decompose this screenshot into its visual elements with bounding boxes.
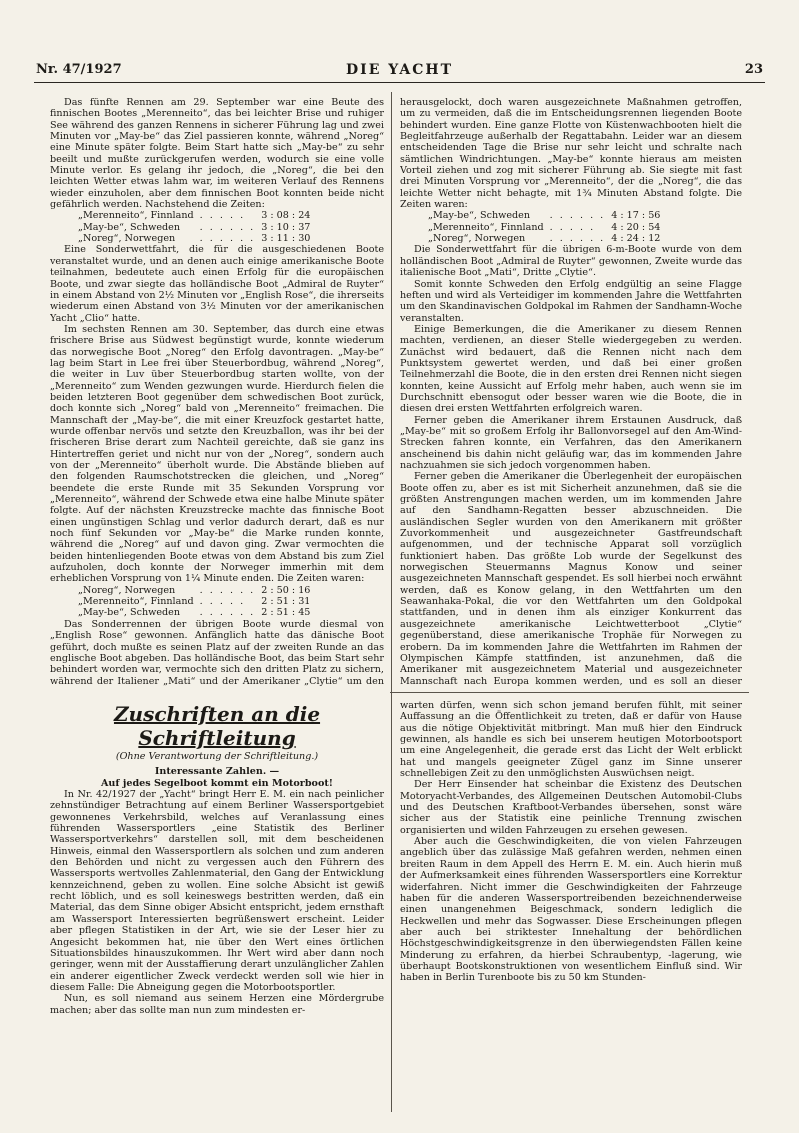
issue-number: Nr. 47/1927: [36, 62, 122, 77]
paragraph: Im sechsten Rennen am 30. September, das durch eine etwas frischere Brise aus Südwest begünstigt wurde, konnte wiederum das norwegische Boot „Noreg“ den Erfolg davontragen. „May-be“ lag beim Start in Lee frei über Steuerbordbug, während „Noreg“, die weiter in Luv über Steuerbordbug starten wollte, von der „Merenneito“ zum Wenden gezwungen wurde. Hierdurch fielen die beiden letzteren Boot gegenüber dem schwedischen Boot zurück, doch konnte sich „Noreg“ bald von „Merenneito“ freimachen. Die Mannschaft der „May-be“, die mit einer Kreuzfock gestartet hatte, wurde offenbar nervös und setzte den Kreuzballon, was ihr bei der frischeren Brise derart zum Nachteil gereichte, daß sie ganz ins Hintertreffen geriet und nicht nur von der „Noreg“, sondern auch von der „Merenneito“ überholt wurde. Die Abstände blieben auf den folgenden Raumschotstrecken die gleichen, und „Noreg“ beendete die erste Runde mit 35 Sekunden Vorsprung vor „Merenneito“, während der Schwede etwa eine halbe Minute später folgte. Auf der nächsten Kreuzstrecke machte das finnische Boot einen ungünstigen Schlag und verlor dadurch derart, daß es nur noch fünf Sekunden vor „May-be“ die Marke runden konnte, während die „Noreg“ auf und davon ging. Zwar vermochten die beiden hintenliegenden Boote etwas von dem Abstand bis zum Ziel aufzuholen, doch konnte der Norweger immerhin mit dem erheblichen Vorsprung von 1¼ Minute enden. Die Zeiten waren:: [50, 323, 384, 585]
paragraph: In Nr. 42/1927 der „Yacht“ bringt Herr E. M. ein nach peinlicher zehnstündiger Betrachtung auf einem Berliner Wassersportgebiet gewonnenes Verkehrsbild, welches auf Veranlassung eines führenden Wassersportlers „eine Statistik des Berliner Wassersportverkehrs“ darstellen soll, mit dem bescheidenen Hinweis, einmal den Wassersportlern als solchen und zum anderen den Behörden und nicht zu vergessen auch den Führern des Wassersports wertvolles Zahlenmaterial, den Gang der Entwicklung kennzeichnend, geben zu wollen. Eine solche Absicht ist gewiß recht löblich, und es soll keineswegs bestritten werden, daß ein Material, das dem Sinne obiger Absicht entspricht, jedem ernsthaft am Wassersport Interessierten begrüßenswert erscheint. Leider aber pflegen Statistiken in der Art, wie sie der Leser hier zu Angesicht bekommen hat, nie über den Wert eines örtlichen Situationsbildes hinauszukommen. Ihr Wert wird aber dann noch geringer, wenn mit der Ausstaffierung derart unzulänglicher Zahlen ein anderer eigentlicher Zweck verdeckt werden soll wie hier in diesem Falle: Die Abneigung gegen die Motorbootsportler.: [50, 789, 384, 993]
journal-title: DIE YACHT: [346, 62, 453, 78]
paragraph: Ferner geben die Amerikaner ihrem Erstaunen Ausdruck, daß „May-be“ mit so großem Erfolg ihr Ballonvorsegel auf den Am-Wind-Strecken fahren konnte, ein Verfahren, das den Amerikanern anscheinend bis dahin nicht geläufig war, das im kommenden Jahre nachzuahmen sie sich jedoch vorgenommen haben.: [400, 414, 742, 471]
paragraph: Eine Sonderwettfahrt, die für die ausgeschiedenen Boote veranstaltet wurde, und an denen auch einige amerikanische Boote teilnahmen, bedeutete auch einen Erfolg für die europäischen Boote, und zwar siegte das holländische Boot „Admiral de Ruyter“ in einem Abstand von 2½ Minuten vor „English Rose“, die ihrerseits wiederum einen Abstand von 3½ Minuten vor der amerikanischen Yacht „Clio“ hatte.: [50, 244, 384, 324]
result-row: „Merenneito“, Finnland . . . . . 3 : 08 : 24: [78, 210, 311, 222]
page-number: 23: [744, 62, 763, 77]
article-column-1: [50, 97, 384, 687]
result-row: „Noreg“, Norwegen . . . . . . 3 : 11 : 30: [78, 233, 311, 245]
paragraph: Das fünfte Rennen am 29. September war eine Beute des finnischen Bootes „Merenneito“, das bei leichter Brise und ruhiger See während des ganzen Rennens in sicherer Führung lag und zwei Minuten vor „May-be“ das Ziel passieren konnte, während „Noreg“ eine Minute später folgte. Beim Start hatte sich „May-be“ zu sehr beeilt und mußte zurückgerufen werden, wodurch sie eine volle Minute verlor. Es gelang ihr jedoch, die „Noreg“, die bei den leichten Wetter etwas lahm war, im weiteren Verlauf des Rennens wieder einzuholen, aber dem finnischen Boot konnten beide nicht gefährlich werden. Nachstehend die Zeiten:: [50, 97, 384, 211]
result-row: „Noreg“, Norwegen . . . . . . 4 : 24 : 12: [428, 233, 661, 245]
result-row: „May-be“, Schweden . . . . . . 3 : 10 : 37: [78, 221, 311, 233]
letter-subheading: Auf jedes Segelboot kommt ein Motorboot!: [100, 777, 334, 789]
result-row: „Noreg“, Norwegen . . . . . . 2 : 50 : 16: [78, 584, 311, 596]
paragraph: warten dürfen, wenn sich schon jemand berufen fühlt, mit seiner Auffassung an die Öffentlichkeit zu treten, daß er dafür von Hause aus die nötige Objektivität mitbringt. Man muß hier den Eindruck gewinnen, als handle es sich bei unserem heutigen Motorbootsport um eine Angelegenheit, die gerade erst das Licht der Welt erblickt hat und mangels geeigneter Zügel ganz im Sinne unserer schnellebigen Zeit zu den unmöglichsten Auswüchsen neigt.: [400, 700, 742, 780]
paragraph: Das Sonderrennen der übrigen Boote wurde diesmal von „English Rose“ gewonnen. Anfänglich hatte das dänische Boot geführt, doch mußte es seinen Platz auf der zweiten Runde an das englische Boot abgeben. Das holländische Boot, das beim Start sehr behindert worden war, vermochte sich den dritten Platz zu sichern, während der Italiener „Mati“ und der Amerikaner „Clytie“ um den: [50, 618, 384, 687]
letter-heading: Interessante Zahlen. —: [154, 766, 280, 778]
paragraph: Einige Bemerkungen, die die Amerikaner zu diesem Rennen machten, verdienen, an dieser Stelle wiedergegeben zu werden. Zunächst wird bedauert, daß die Rennen nicht nach dem Punktsystem gewertet werden, und daß bei einer großen Teilnehmerzahl die Boote, die in den ersten drei Rennen nicht siegen konnten, keine Aussicht auf Erfolg mehr haben, auch wenn sie im Durchschnitt ebensogut oder besser waren wie die Boote, die in diesen drei ersten Wettfahrten erfolgreich waren.: [400, 323, 742, 415]
section-subtitle: (Ohne Verantwortung der Schriftleitung.): [115, 751, 319, 762]
paragraph: Aber auch die Geschwindigkeiten, die von vielen Fahrzeugen angeblich über das zulässige Maß gefahren werden, nehmen einen breiten Raum in dem Appell des Herrn E. M. ein. Auch hierin muß der Aufmerksamkeit eines führenden Wassersportlers eine Korrektur widerfahren. Nicht immer die Geschwindigkeiten der Fahrzeuge haben für die anderen Wassersportreibenden bezeichnenderweise einen unangenehmen Beigeschmack, sondern lediglich die Heckwellen und mehr das Sogwasser. Diese Erscheinungen pflegen aber auch bei striktester Innehaltung der behördlichen Höchstgeschwindigkeitsgrenze in den überwiegendsten Fällen keine Minderung zu erfahren, da hierbei Schraubentyp, -lagerung, wie überhaupt Bootskonstruktionen von wesentlichem Einfluß sind. Wir haben in Berlin Turenboote bis zu 50 km Stunden-: [400, 836, 742, 984]
article-column-2: [400, 97, 742, 687]
paragraph: herausgelockt, doch waren ausgezeichnete Maßnahmen getroffen, um zu vermeiden, daß die im Entscheidungsrennen liegenden Boote behindert wurden. Eine ganze Flotte von Küstenwachbooten hielt die Begleitfahrzeuge außerhalb der Regattabahn. Leider war an diesem entscheidenden Tage die Brise nur sehr leicht und schralte nach sämtlichen Windrichtungen. „May-be“ konnte hieraus am meisten Vorteil ziehen und zog mit sicherer Führung ab. Sie siegte mit fast drei Minuten Vorsprung vor „Merenneito“, der die „Noreg“, die das leichte Wetter nicht behagte, mit 1¾ Minuten Abstand folgte. Die Zeiten waren:: [400, 97, 742, 211]
result-row: „Merenneito“, Finnland . . . . . 4 : 20 : 54: [428, 221, 661, 233]
paragraph: Ferner geben die Amerikaner die Überlegenheit der europäischen Boote offen zu, aber es ist mit Sicherheit anzunehmen, daß sie die größten Anstrengungen machen werden, um im kommenden Jahre auf den Sandhamn-Regatten besser abzuschneiden. Die ausländischen Segler wurden von den Amerikanern mit größter Zuvorkommenheit und ausgezeichneter Gastfreundschaft aufgenommen, und der technische Apparat soll vorzüglich funktioniert haben. Das größte Lob wurde der Segelkunst des norwegischen Steuermanns Magnus Konow und seiner ausgezeichneten Mannschaft gespendet. Es soll hierbei noch erwähnt werden, daß es Konow gelang, in den Wettfahrten um den Seawanhaka-Pokal, die vor den Wettfahrten um den Goldpokal stattfanden, und in denen ihm als einziger Konkurrent das ausgezeichnete amerikanische Leichtwetterboot „Clytie“ gegenüberstand, diese amerikanische Trophäe für Norwegen zu erobern. Da im kommenden Jahre die Wettfahrten im Rahmen der Olympischen Kämpfe stattfinden, ist anzunehmen, daß die Amerikaner mit ausgezeichnetem Material und ausgezeichneter Mannschaft nach Europa kommen werden, und es soll an dieser: [400, 471, 742, 687]
result-row: „May-be“, Schweden . . . . . . 4 : 17 : 56: [428, 210, 661, 222]
result-row: „Merenneito“, Finnland . . . . . 2 : 51 : 31: [78, 596, 311, 608]
paragraph: Nun, es soll niemand aus seinem Herzen eine Mördergrube machen; aber das sollte man nun zum mindesten er-: [50, 993, 384, 1016]
letters-column-2: [400, 700, 742, 1100]
results-table-race6: [78, 585, 310, 619]
paragraph: Der Herr Einsender hat scheinbar die Existenz des Deutschen Motoryacht-Verbandes, des Allgemeinen Deutschen Automobil-Clubs und des Deutschen Kraftboot-Verbandes übersehen, sonst wäre sicher aus der Statistik eine peinliche Trennung zwischen organisierten und wilden Fahrzeugen zu ersehen gewesen.: [400, 779, 742, 836]
result-row: „May-be“, Schweden . . . . . . 2 : 51 : 45: [78, 607, 311, 619]
section-title: Zuschriften an die Schriftleitung: [113, 702, 321, 750]
results-table-race7: [428, 210, 660, 244]
letters-column-1: [50, 700, 384, 1100]
page-header: [34, 58, 765, 83]
paragraph: Somit konnte Schweden den Erfolg endgültig an seine Flagge heften und wird als Verteidiger im kommenden Jahre die Wettfahrten um den Skandinavischen Goldpokal im Rahmen der Sandhamn-Woche veranstalten.: [400, 278, 742, 324]
results-table-race5: [78, 210, 310, 244]
section-rule: [390, 692, 749, 693]
paragraph: Die Sonderwettfahrt für die übrigen 6-m-Boote wurde von dem holländischen Boot „Admiral de Ruyter“ gewonnen, Zweite wurde das italienische Boot „Mati“, Dritte „Clytie“.: [400, 244, 742, 279]
column-rule: [391, 92, 392, 1112]
